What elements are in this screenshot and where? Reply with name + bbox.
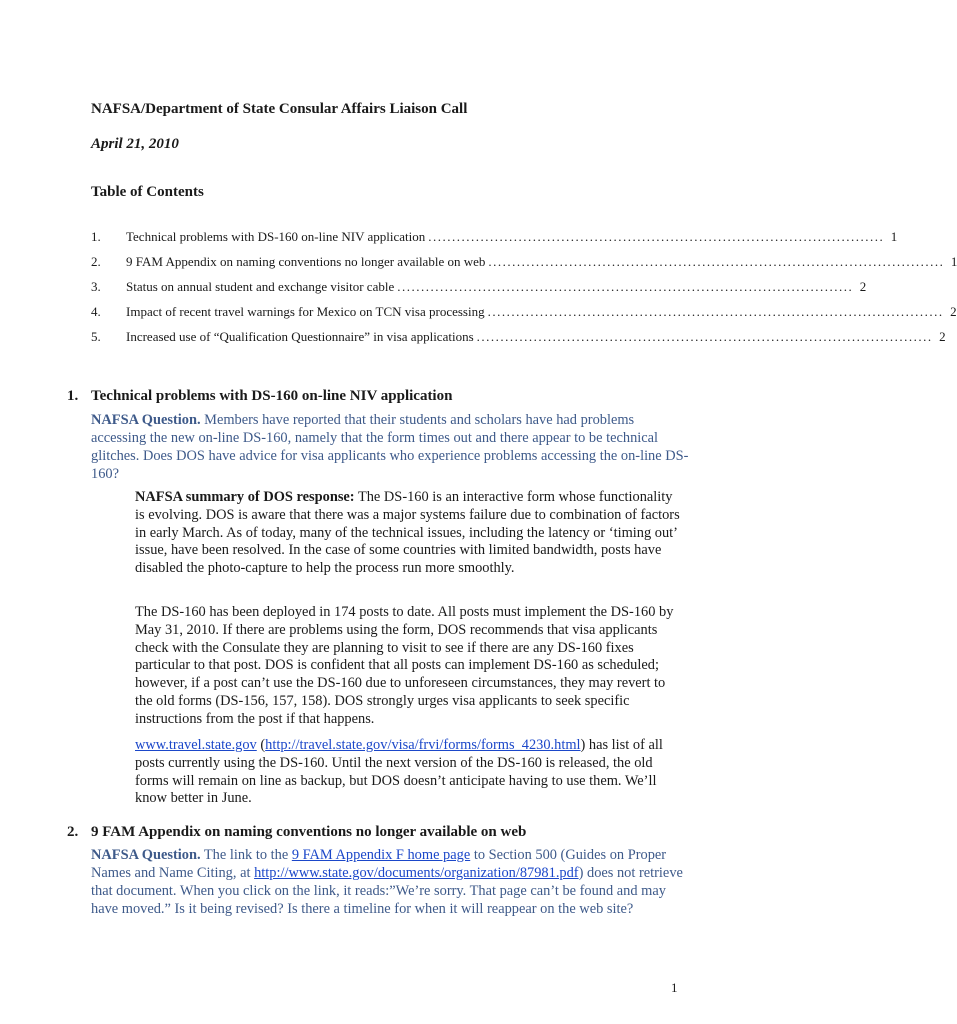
- section-number: 1.: [67, 388, 79, 404]
- section1-response-para2: The DS-160 has been deployed in 174 posts to date. All posts must implement the DS-160 by May 31, 2010. If there are problems using the form, DOS recommends that visa applicants check with the Consulate they are planning to visit to see if there are any DS-160 fixes particular to that post. DOS is confident that all posts can implement DS-160 as scheduled; however, if a post can’t use the DS-160 due to unforeseen circumstances, they may revert to the old forms (DS-156, 157, 158). DOS strongly urges visa applicants to seek specific instructions from the post if that happens.: [135, 604, 674, 727]
- section-title: Technical problems with DS-160 on-line NIV application: [91, 388, 453, 404]
- toc-item-3[interactable]: [91, 279, 867, 304]
- toc-leader-dots: ................................................................................................: [488, 254, 945, 269]
- toc-item-page: 2: [950, 304, 957, 319]
- toc-leader-dots: ................................................................................................: [428, 229, 885, 244]
- question-label: NAFSA Question.: [91, 412, 201, 428]
- toc-leader-dots: ................................................................................................: [397, 279, 854, 294]
- toc-item-1[interactable]: [91, 229, 898, 254]
- toc-item-page: 2: [939, 329, 946, 344]
- toc-item-5[interactable]: [91, 329, 946, 354]
- toc-leader-dots: ................................................................................................: [476, 329, 933, 344]
- toc-item-text: 9 FAM Appendix on naming conventions no longer available on web: [126, 254, 486, 269]
- state-gov-pdf-link[interactable]: http://www.state.gov/documents/organization/87981.pdf: [254, 865, 579, 881]
- table-of-contents: [91, 229, 957, 354]
- section-title: 9 FAM Appendix on naming conventions no longer available on web: [91, 824, 527, 840]
- page-number: 1: [671, 980, 678, 995]
- document-title: NAFSA/Department of State Consular Affairs Liaison Call: [91, 101, 468, 117]
- toc-item-page: 1: [950, 254, 957, 269]
- toc-item-number: 5.: [91, 329, 101, 344]
- para3-text: ) has list of all posts currently using the DS-160. Until the next version of the DS-160 is released, the old forms will remain on line as backup, but DOS doesn’t anticipate having to use them. We’ll know better in June.: [135, 737, 663, 807]
- question-text: Members have reported that their students and scholars have had problems accessing the new on-line DS-160, namely that the form times out and there appear to be technical glitches. Does DOS have advice for visa applicants who experience problems accessing the on-line DS-160?: [91, 412, 689, 482]
- toc-item-4[interactable]: [91, 304, 957, 329]
- section-number: 2.: [67, 824, 79, 840]
- question-text-2: to Section 500 (Guides on Proper Names and Name Citing, at: [91, 847, 667, 881]
- forms-4230-link[interactable]: http://travel.state.gov/visa/frvi/forms/forms_4230.html: [265, 737, 581, 753]
- section1-response: [135, 489, 680, 578]
- toc-leader-dots: ................................................................................................: [487, 304, 944, 319]
- fam-appendix-f-link[interactable]: 9 FAM Appendix F home page: [291, 847, 471, 863]
- toc-item-page: 2: [859, 279, 867, 294]
- question-label: NAFSA Question.: [91, 847, 201, 863]
- toc-item-number: 2.: [91, 254, 101, 269]
- question-text-1: The link to the: [200, 847, 292, 863]
- toc-item-text: Impact of recent travel warnings for Mexico on TCN visa processing: [126, 304, 485, 319]
- section1-response-para3: [135, 737, 680, 808]
- response-label: NAFSA summary of DOS response:: [135, 489, 355, 505]
- section2-question: [91, 846, 691, 918]
- toc-item-text: Status on annual student and exchange visitor cable: [126, 279, 395, 294]
- toc-item-text: Increased use of “Qualification Questionnaire” in visa applications: [126, 329, 474, 344]
- document-date: April 21, 2010: [91, 136, 179, 152]
- toc-heading: Table of Contents: [91, 184, 204, 200]
- toc-item-number: 1.: [91, 229, 101, 244]
- toc-item-text: Technical problems with DS-160 on-line NIV application: [126, 229, 426, 244]
- toc-item-number: 4.: [91, 304, 101, 319]
- section-heading-1: [67, 388, 687, 405]
- toc-item-2[interactable]: [91, 254, 957, 279]
- response-text: The DS-160 is an interactive form whose functionality is evolving. DOS is aware that there was a major systems failure due to combination of factors in early March. As of today, many of the technical issues, including the latency or ‘timing out’ issue, have been resolved. In the case of some countries with limited bandwidth, posts have disabled the photo-capture to help the process run more smoothly.: [135, 489, 680, 577]
- paren-open: (: [256, 737, 266, 753]
- section1-question: [91, 411, 691, 483]
- travel-state-gov-link[interactable]: www.travel.state.gov: [135, 737, 257, 753]
- section-heading-2: [67, 824, 687, 841]
- question-text-3: ) does not retrieve that document. When you click on the link, it reads:”We’re sorry. That page can’t be found and may have moved.” Is it being revised? Is there a timeline for when it will reappear on the web site?: [91, 865, 683, 917]
- toc-item-number: 3.: [91, 279, 101, 294]
- toc-item-page: 1: [890, 229, 898, 244]
